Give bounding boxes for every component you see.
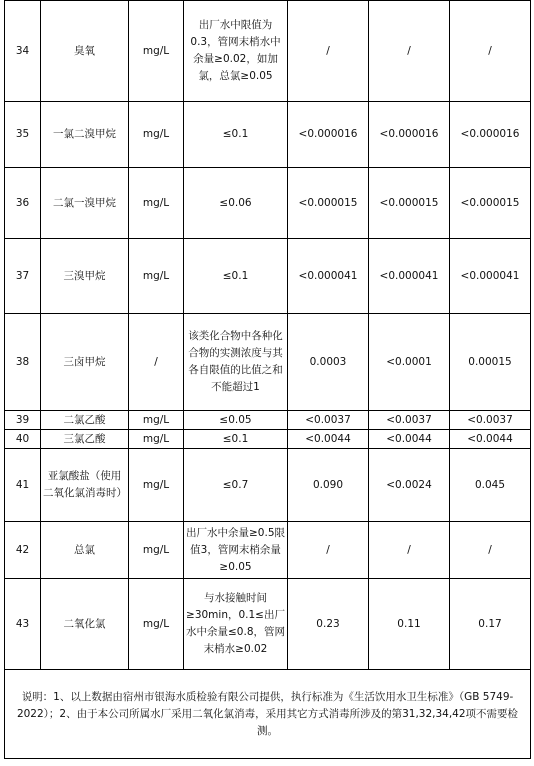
limit-cell: ≤0.1 (184, 430, 288, 449)
limit-cell: 出厂水中余量≥0.5限值3，管网末梢余量≥0.05 (184, 522, 288, 579)
unit-cell: mg/L (129, 102, 184, 168)
unit-cell: mg/L (129, 522, 184, 579)
table-row (5, 411, 531, 430)
value-cell: / (450, 1, 531, 102)
unit-cell: mg/L (129, 239, 184, 314)
value-cell: <0.0044 (288, 430, 369, 449)
limit-cell: 与水接触时间≥30min，0.1≤出厂水中余量≤0.8，管网末梢水≥0.02 (184, 579, 288, 670)
value-cell: <0.000041 (369, 239, 450, 314)
indicator-name: 臭氧 (41, 1, 129, 102)
table-row (5, 168, 531, 239)
indicator-name: 亚氯酸盐（使用二氧化氯消毒时） (41, 449, 129, 522)
value-cell: <0.000015 (288, 168, 369, 239)
limit-cell: ≤0.06 (184, 168, 288, 239)
value-cell: <0.000016 (288, 102, 369, 168)
value-cell: / (288, 522, 369, 579)
value-cell: <0.0001 (369, 314, 450, 411)
indicator-name: 总氯 (41, 522, 129, 579)
indicator-name: 二氧化氯 (41, 579, 129, 670)
row-number: 34 (5, 1, 41, 102)
table-row (5, 102, 531, 168)
row-number: 43 (5, 579, 41, 670)
value-cell: 0.00015 (450, 314, 531, 411)
value-cell: <0.000016 (450, 102, 531, 168)
table-row (5, 1, 531, 102)
limit-cell: ≤0.1 (184, 239, 288, 314)
value-cell: / (369, 522, 450, 579)
table-row (5, 579, 531, 670)
value-cell: <0.000041 (450, 239, 531, 314)
row-number: 42 (5, 522, 41, 579)
value-cell: 0.23 (288, 579, 369, 670)
indicator-name: 二氯乙酸 (41, 411, 129, 430)
value-cell: <0.0044 (450, 430, 531, 449)
value-cell: <0.000015 (450, 168, 531, 239)
row-number: 35 (5, 102, 41, 168)
limit-cell: ≤0.05 (184, 411, 288, 430)
value-cell: <0.000041 (288, 239, 369, 314)
value-cell: / (288, 1, 369, 102)
table-row (5, 449, 531, 522)
indicator-name: 二氯一溴甲烷 (41, 168, 129, 239)
row-number: 37 (5, 239, 41, 314)
note-cell (5, 670, 531, 759)
unit-cell: mg/L (129, 430, 184, 449)
indicator-name: 一氯二溴甲烷 (41, 102, 129, 168)
water-quality-table (4, 0, 531, 759)
limit-cell: ≤0.1 (184, 102, 288, 168)
row-number: 41 (5, 449, 41, 522)
indicator-name: 三卤甲烷 (41, 314, 129, 411)
value-cell: 0.090 (288, 449, 369, 522)
table-row (5, 522, 531, 579)
unit-cell: mg/L (129, 579, 184, 670)
limit-cell: 出厂水中限值为0.3，管网末梢水中余量≥0.02，如加氯，总氯≥0.05 (184, 1, 288, 102)
value-cell: <0.0037 (369, 411, 450, 430)
table-row (5, 239, 531, 314)
value-cell: 0.045 (450, 449, 531, 522)
value-cell: / (369, 1, 450, 102)
value-cell: <0.0024 (369, 449, 450, 522)
table-row (5, 314, 531, 411)
unit-cell: mg/L (129, 449, 184, 522)
value-cell: 0.0003 (288, 314, 369, 411)
limit-cell: 该类化合物中各种化合物的实测浓度与其各自限值的比值之和不能超过1 (184, 314, 288, 411)
value-cell: <0.000016 (369, 102, 450, 168)
row-number: 39 (5, 411, 41, 430)
value-cell: <0.0037 (450, 411, 531, 430)
value-cell: <0.000015 (369, 168, 450, 239)
limit-cell: ≤0.7 (184, 449, 288, 522)
unit-cell: mg/L (129, 168, 184, 239)
unit-cell: mg/L (129, 411, 184, 430)
value-cell: 0.17 (450, 579, 531, 670)
table-row (5, 430, 531, 449)
value-cell: / (450, 522, 531, 579)
row-number: 36 (5, 168, 41, 239)
note-text: 说明：1、以上数据由宿州市银海水质检验有限公司提供，执行标准为《生活饮用水卫生标准》（GB 5749-2022）；2、由于本公司所属水厂采用二氧化氯消毒，采用其它方式消毒所涉及的第31,32,34,42项不需要检测。 (16, 690, 519, 737)
indicator-name: 三氯乙酸 (41, 430, 129, 449)
value-cell: <0.0037 (288, 411, 369, 430)
row-number: 40 (5, 430, 41, 449)
unit-cell: mg/L (129, 1, 184, 102)
unit-cell: / (129, 314, 184, 411)
note-row (5, 670, 531, 759)
value-cell: 0.11 (369, 579, 450, 670)
row-number: 38 (5, 314, 41, 411)
value-cell: <0.0044 (369, 430, 450, 449)
indicator-name: 三溴甲烷 (41, 239, 129, 314)
